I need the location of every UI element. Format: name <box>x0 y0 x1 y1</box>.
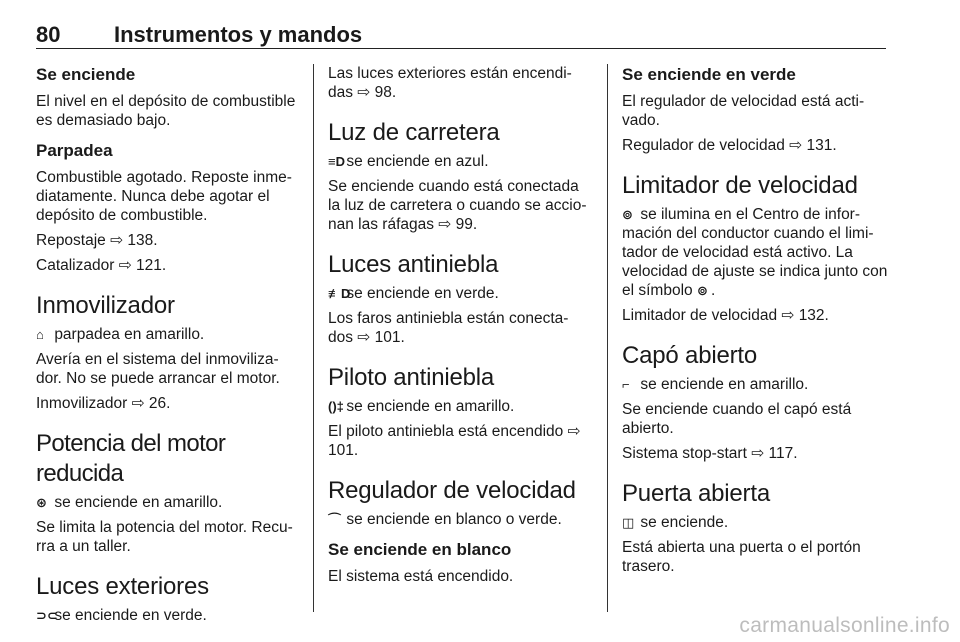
indicator-line: ⌒ se enciende en blanco o verde. <box>328 511 562 528</box>
heading-se-enciende: Se enciende <box>36 65 136 84</box>
paragraph: Se limita la potencia del motor. Recu-rra a un taller. <box>36 519 293 555</box>
speed-limiter-icon: ⊚ <box>696 283 708 298</box>
reference-repostaje[interactable]: Repostaje ⇨ 138. <box>36 232 158 249</box>
paragraph: El sistema está encendido. <box>328 568 514 585</box>
bonnet-open-icon: ⌐ <box>622 377 630 392</box>
column-divider-1 <box>313 64 314 612</box>
reference-inmovilizador[interactable]: Inmovilizador ⇨ 26. <box>36 395 171 412</box>
indicator-line: ⌐ se enciende en amarillo. <box>622 376 809 393</box>
door-open-icon: ◫ <box>622 515 635 530</box>
paragraph: Está abierta una puerta o el portón trasero. <box>622 539 861 575</box>
heading-parpadea: Parpadea <box>36 141 113 160</box>
indicator-line: ⊃⊂ se enciende en verde. <box>36 607 207 624</box>
heading-piloto: Piloto antiniebla <box>328 364 495 391</box>
immobilizer-icon: ⌂ <box>36 327 44 342</box>
reference-catalizador[interactable]: Catalizador ⇨ 121. <box>36 257 167 274</box>
heading-puerta: Puerta abierta <box>622 480 770 507</box>
indicator-paragraph: ⊚ se ilumina en el Centro de infor-mación del conductor cuando el limi-tador de velocidad está activo. La velocidad de ajuste se indica junto con el símbolo ⊚ . <box>622 206 888 299</box>
indicator-line: ≢D se enciende en verde. <box>328 285 499 302</box>
heading-antiniebla: Luces antiniebla <box>328 251 499 278</box>
column-1 <box>36 64 298 631</box>
paragraph: Avería en el sistema del inmoviliza-dor. No se puede arrancar el motor. <box>36 351 280 387</box>
paragraph: El nivel en el depósito de combustible es demasiado bajo. <box>36 93 296 129</box>
reference-limitador[interactable]: Limitador de velocidad ⇨ 132. <box>622 307 829 324</box>
indicator-line: ()‡ se enciende en amarillo. <box>328 398 515 415</box>
high-beam-icon: ≡D <box>328 154 345 169</box>
indicator-line: ⌂ parpadea en amarillo. <box>36 326 205 343</box>
paragraph-continued: Las luces exteriores están encendi-das ⇨ 98. <box>328 65 572 101</box>
heading-se-enciende-blanco: Se enciende en blanco <box>328 540 512 559</box>
watermark: carmanualsonline.info <box>739 614 950 637</box>
heading-capo: Capó abierto <box>622 342 758 369</box>
paragraph: El piloto antiniebla está encendido ⇨ 101. <box>328 423 581 459</box>
paragraph: Los faros antiniebla están conecta-dos ⇨ 101. <box>328 310 569 346</box>
indicator-line: ≡D se enciende en azul. <box>328 153 489 170</box>
cruise-control-icon: ⌒ <box>328 512 342 527</box>
paragraph: Se enciende cuando el capó está abierto. <box>622 401 852 437</box>
engine-power-icon: ⊛ <box>36 495 47 510</box>
heading-regulador: Regulador de velocidad <box>328 477 576 504</box>
rear-fog-icon: ()‡ <box>328 399 344 414</box>
reference-regulador[interactable]: Regulador de velocidad ⇨ 131. <box>622 137 837 154</box>
heading-se-enciende-verde: Se enciende en verde <box>622 65 796 84</box>
column-divider-2 <box>607 64 608 612</box>
page-header <box>36 20 886 49</box>
exterior-lights-icon: ⊃⊂ <box>36 608 58 623</box>
paragraph: Combustible agotado. Reposte inme-diatamente. Nunca debe agotar el depósito de combustible. <box>36 169 292 224</box>
indicator-line: ◫ se enciende. <box>622 514 729 531</box>
speed-limiter-icon: ⊚ <box>622 207 633 222</box>
heading-potencia: Potencia del motor reducida <box>36 430 226 487</box>
page-number: 80 <box>36 22 61 47</box>
heading-carretera: Luz de carretera <box>328 119 500 146</box>
heading-limitador: Limitador de velocidad <box>622 172 858 199</box>
indicator-line: ⊛ se enciende en amarillo. <box>36 494 223 511</box>
paragraph: Se enciende cuando está conectada la luz de carretera o cuando se accio-nan las ráfagas ⇨ 99. <box>328 178 587 233</box>
section-title: Instrumentos y mandos <box>114 22 363 47</box>
column-2 <box>328 64 593 592</box>
column-3 <box>622 64 890 582</box>
heading-inmovilizador: Inmovilizador <box>36 292 175 319</box>
reference-stop-start[interactable]: Sistema stop-start ⇨ 117. <box>622 445 798 462</box>
paragraph: El regulador de velocidad está acti-vado. <box>622 93 865 129</box>
fog-light-icon: ≢D <box>328 286 351 301</box>
heading-exteriores: Luces exteriores <box>36 573 209 600</box>
